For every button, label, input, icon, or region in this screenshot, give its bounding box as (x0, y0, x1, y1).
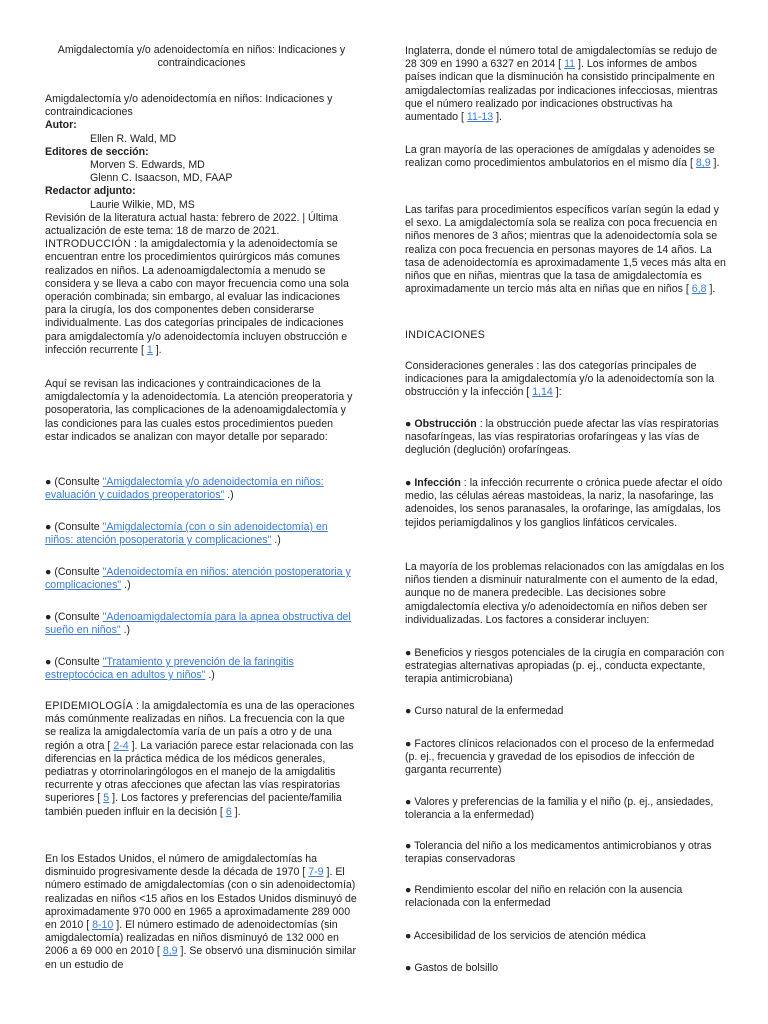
editor-name: Glenn C. Isaacson, MD, FAAP (90, 172, 233, 185)
review-date: Revisión de la literatura actual hasta: febrero de 2022. | Última actualización de este tema: 18 de marzo de 2021. (45, 211, 339, 238)
paragraph-text: ]. Los informes de ambos países indican que la disminución ha consistido principalmente en amigdalectomías realizadas por indicaciones infecciosas, mientras que el número realizado por indicaciones obstructivas ha aumentado [ (405, 58, 718, 124)
topic-link[interactable]: "Tratamiento y prevención de la faringitis estreptocócica en adultos y niños" (45, 656, 294, 682)
reference-link[interactable]: 11-13 (466, 111, 494, 124)
bullet: ● (Consulte (45, 611, 103, 623)
bullet: ● (405, 418, 415, 430)
paragraph-text: Consideraciones generales : las dos categorías principales de indicaciones para la amigdalectomía y/o la adenoidectomía son la obstrucción y la infección [ (405, 360, 715, 399)
majority-paragraph: La mayoría de los problemas relacionados con las amígdalas en los niños tienden a disminuir naturalmente con el aumento de la edad, aunque no de manera predecible. Las decisiones sobre amigdalectomía electiva y/o adenoidectomía en niños deben ser individualizadas. Los factores a considerar incluyen: (405, 561, 725, 626)
term: Obstrucción (414, 418, 477, 430)
paragraph-text: ]. El número estimado de amigdalectomías (con o sin adenoidectomía) realizadas en niños <15 años en los Estados Unidos disminuyó de aproximadamente 970 000 en 1965 a aproximadamente 289 000 en 2010 [ (45, 866, 357, 932)
paragraph-text: ]. (710, 157, 720, 170)
ambulatory-paragraph (405, 144, 727, 170)
paragraph-text: ]. Los factores y preferencias del paciente/familia también pueden influir en la decisión [ (45, 792, 342, 818)
bullet: ● (405, 477, 415, 489)
editors-label: Editores de sección: (45, 145, 149, 158)
header-title: Amigdalectomía y/o adenoidectomía en niños: Indicaciones y contraindicaciones (45, 93, 333, 119)
scope-paragraph: Aquí se revisan las indicaciones y contraindicaciones de la amigdalectomía y la adenoidectomía. La atención preoperatoria y posoperatoria, las complicaciones de la adenoamigdalectomía y las condiciones para las cuales estos procedimientos pueden estar indicados se analizan con mayor detalle por separado: (45, 378, 353, 443)
us-paragraph (45, 853, 358, 972)
consult-end: .) (121, 579, 131, 592)
document-title: Amigdalectomía y/o adenoidectomía en niños: Indicaciones y contraindicaciones (57, 44, 346, 70)
factor-item: ● Gastos de bolsillo (405, 962, 498, 974)
indications-heading: INDICACIONES (405, 329, 486, 341)
consult-end: .) (271, 534, 281, 547)
factor-item: ● Curso natural de la enfermedad (405, 705, 564, 717)
epidemiology-paragraph (45, 700, 358, 819)
consult-end: .) (224, 489, 234, 502)
consult-item (45, 521, 358, 547)
consult-item (45, 476, 358, 502)
article-header (45, 93, 358, 357)
paragraph-text: ]: (552, 386, 562, 399)
paragraph-text: ]. (231, 805, 241, 818)
factor-item: ● Accesibilidad de los servicios de atención médica (405, 930, 646, 942)
topic-link[interactable]: "Amigdalectomía (con o sin adenoidectomía) en niños: atención posoperatoria y complicaciones" (45, 521, 328, 547)
paragraph-text: Las tarifas para procedimientos específicos varían según la edad y el sexo. La amigdalectomía sola se realiza con poca frecuencia en niños menores de 3 años; mientras que la adenoidectomía sola se realiza con poca frecuencia en personas mayores de 14 años. La tasa de adenoidectomía es aproximadamente 1,5 veces más alta en niños que en niñas, mientras que la tasa de amigdalectomía es aproximadamente un tercio más alta en niñas que en niños [ (405, 204, 726, 296)
bullet: ● (Consulte (45, 566, 103, 578)
author-name: Ellen R. Wald, MD (90, 132, 177, 145)
topic-link[interactable]: "Adenoidectomía en niños: atención postoperatoria y complicaciones" (45, 566, 351, 592)
reference-link[interactable]: 8-10 (92, 919, 114, 932)
general-considerations (405, 360, 727, 400)
deputy-label: Redactor adjunto: (45, 185, 136, 198)
consult-item (45, 566, 358, 592)
intro-paragraph (45, 238, 358, 357)
section-heading: INTRODUCCIÓN (45, 238, 131, 251)
factor-item: ● Beneficios y riesgos potenciales de la cirugía en comparación con estrategias alternativas apropiadas (p. ej., conducta expectante, terapia antimicrobiana) (405, 647, 725, 686)
reference-link[interactable]: 5 (103, 792, 110, 805)
bullet: ● (Consulte (45, 521, 103, 533)
reference-link[interactable]: 8,9 (162, 945, 178, 958)
paragraph-text: ]. Se observó una disminución similar en un estudio de (45, 945, 356, 971)
factor-item: ● Rendimiento escolar del niño en relación con la ausencia relacionada con la enfermedad (405, 884, 683, 910)
reference-link[interactable]: 2-4 (113, 739, 129, 752)
paragraph-text: ]. (706, 283, 716, 296)
topic-link[interactable]: "Amigdalectomía y/o adenoidectomía en niños: evaluación y cuidados preoperatorios" (45, 476, 324, 502)
consult-item (45, 656, 358, 682)
paragraph-text: En los Estados Unidos, el número de amigdalectomías ha disminuido progresivamente desde la década de 1970 [ (45, 853, 318, 879)
paragraph-text: ]. La variación parece estar relacionada con las diferencias en la práctica médica de los médicos generales, pediatras y otorrinolaringólogos en el manejo de la amigdalitis recurrente y otras afecciones que afectan las vías respiratorias superiores [ (45, 739, 354, 805)
paragraph-text: ]. El número estimado de adenoidectomías (sin amigdalectomía) realizadas en niños disminuyó de 132 000 en 2006 a 69 000 en 2010 [ (45, 919, 339, 958)
uk-paragraph (405, 45, 727, 124)
reference-link[interactable]: 6,8 (691, 283, 707, 296)
reference-link[interactable]: 6 (225, 805, 232, 818)
editor-name: Morven S. Edwards, MD (90, 159, 205, 172)
term: Infección (414, 477, 461, 489)
factor-item: ● Tolerancia del niño a los medicamentos antimicrobianos y otras terapias conservadoras (405, 840, 712, 866)
topic-link[interactable]: "Adenoamigdalectomía para la apnea obstructiva del sueño en niños" (45, 611, 351, 637)
rates-paragraph (405, 204, 727, 296)
intro-text: : la amigdalectomía y la adenoidectomía se encuentran entre los procedimientos quirúrgicos más comunes realizados en niños. La adenoamigdalectomía a menudo se considera y se lleva a cabo con mayor frecuencia como una sola operación combinada; sin embargo, al evaluar las indicaciones para la cirugía, los dos componentes deben considerarse individualmente. Las dos categorías principales de indicaciones para amigdalectomía y/o adenoidectomía incluyen obstrucción e infección recurrente [ (45, 238, 349, 356)
deputy-name: Laurie Wilkie, MD, MS (90, 198, 195, 211)
factor-item: ● Valores y preferencias de la familia y el niño (p. ej., ansiedades, tolerancia a la enfermedad) (405, 796, 714, 822)
reference-link[interactable]: 11 (564, 58, 576, 71)
paragraph-text: ]. (493, 111, 502, 124)
factor-item: ● Factores clínicos relacionados con el proceso de la enfermedad (p. ej., frecuencia y gravedad de los episodios de infección de garganta recurrente) (405, 738, 715, 777)
obstruction-item (405, 418, 727, 458)
paragraph-text: Inglaterra, donde el número total de amigdalectomías se redujo de 28 309 en 1990 a 6327 en 2014 [ (405, 45, 718, 71)
bullet: ● (Consulte (45, 656, 103, 668)
author-label: Autor: (45, 119, 77, 132)
paragraph-text: : la amigdalectomía es una de las operaciones más comúnmente realizadas en niños. La frecuencia con la que se realiza la amigdalectomía varía de un país a otro y de una región a otra [ (45, 700, 355, 752)
consult-end: .) (205, 669, 215, 682)
reference-link[interactable]: 8,9 (695, 157, 711, 170)
paragraph-text: : la infección recurrente o crónica puede afectar el oído medio, las células aéreas mastoideas, la nariz, la nasofaringe, las adenoides, los senos paranasales, la orofaringe, las amígdalas, los tejidos periamigdalinos y los ganglios linfáticos cervicales. (405, 477, 723, 529)
intro-end: ]. (152, 343, 162, 356)
reference-link[interactable]: 1,14 (532, 386, 553, 399)
section-heading: EPIDEMIOLOGÍA (45, 700, 134, 712)
consult-item (45, 611, 358, 637)
consult-end: .) (120, 624, 131, 637)
infection-item (405, 477, 727, 530)
bullet: ● (Consulte (45, 476, 103, 488)
reference-link[interactable]: 7-9 (308, 866, 324, 879)
paragraph-text: : la obstrucción puede afectar las vías respiratorias nasofaríngeas, las vías respiratorias orofaríngeas y las vías de deglución (deglución) orofaríngeas. (405, 418, 719, 457)
paragraph-text: La gran mayoría de las operaciones de amígdalas y adenoides se realizan como procedimientos ambulatorios en el mismo día [ (405, 144, 715, 170)
reference-link[interactable]: 1 (146, 343, 153, 356)
